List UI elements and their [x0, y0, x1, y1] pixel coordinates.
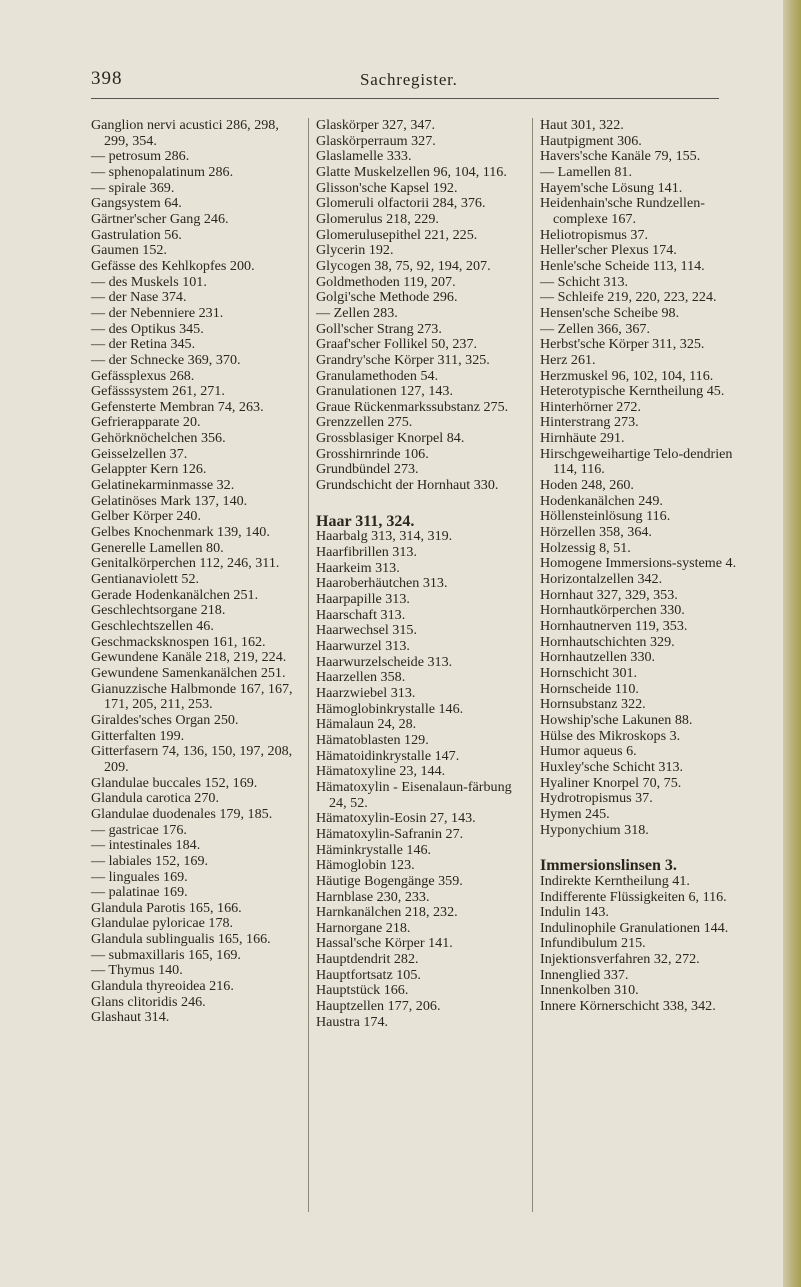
index-entry: Innenkolben 310. — [540, 982, 639, 999]
index-entry: — der Retina 345. — [91, 336, 196, 353]
index-entry: Hornhautkörperchen 330. — [540, 602, 685, 619]
index-entry: Glomerulusepithel 221, 225. — [316, 226, 478, 243]
index-entry: Granulamethoden 54. — [316, 367, 439, 384]
index-entry: Hensen'sche Scheibe 98. — [540, 304, 680, 321]
letter-section-gap — [316, 494, 513, 514]
index-entry: — Schicht 313. — [540, 273, 629, 290]
index-entry: Glandulae pyloricae 178. — [91, 915, 234, 932]
index-entry: Haarpapille 313. — [316, 591, 410, 608]
index-entry: Glaskörper 327, 347. — [316, 117, 435, 133]
index-column-h-i — [540, 118, 740, 1015]
index-entry: Gianuzzische Halbmonde 167, 167, 171, 205, 211, 253. — [91, 680, 293, 713]
index-entry: Hämoglobinkrystalle 146. — [316, 700, 464, 717]
index-entry: Gärtner'scher Gang 246. — [91, 210, 229, 227]
index-entry: Haarwurzelscheide 313. — [316, 653, 453, 670]
index-entry: Haarbalg 313, 314, 319. — [316, 528, 453, 545]
index-entry: Gefrierapparate 20. — [91, 414, 201, 431]
index-entry: — intestinales 184. — [91, 837, 201, 854]
index-entry: — gastricae 176. — [91, 821, 187, 838]
index-entry: Glomeruli olfactorii 284, 376. — [316, 195, 486, 212]
index-entry: Hinterhörner 272. — [540, 398, 641, 415]
index-entry: — Thymus 140. — [91, 962, 183, 979]
index-entry: Hornhautzellen 330. — [540, 649, 656, 666]
index-entry: Hodenkanälchen 249. — [540, 492, 663, 509]
index-entry: Gelatinöses Mark 137, 140. — [91, 492, 248, 509]
index-entry: Holzessig 8, 51. — [540, 539, 631, 556]
index-entry: Indulin 143. — [540, 904, 609, 921]
index-entry: Hämatoxylin-Safranin 27. — [316, 825, 464, 842]
index-entry: Gefässsystem 261, 271. — [91, 383, 225, 400]
index-entry: Herz 261. — [540, 351, 596, 368]
index-entry: Gehörknöchelchen 356. — [91, 430, 226, 447]
index-entry: Gefässe des Kehlkopfes 200. — [91, 257, 255, 274]
index-entry: Glandula sublingualis 165, 166. — [91, 931, 271, 948]
index-entry: Häminkrystalle 146. — [316, 841, 432, 858]
index-entry: Haarfibrillen 313. — [316, 544, 417, 561]
index-entry: Hyponychium 318. — [540, 821, 649, 838]
index-entry: Glandula Parotis 165, 166. — [91, 899, 242, 916]
index-entry: Heliotropismus 37. — [540, 226, 649, 243]
index-entry: Howship'sche Lakunen 88. — [540, 711, 693, 728]
index-entry: Indulinophile Granulationen 144. — [540, 919, 729, 936]
page-edge — [783, 0, 801, 1287]
index-entry: — der Nebenniere 231. — [91, 304, 224, 321]
index-entry: Heterotypische Kerntheilung 45. — [540, 383, 725, 400]
index-entry: Hornsubstanz 322. — [540, 696, 646, 713]
index-entry: Hornschicht 301. — [540, 664, 638, 681]
column-divider-right — [532, 118, 533, 1212]
index-entry: Hämatoxylin - Eisenalaun-färbung 24, 52. — [316, 778, 512, 811]
index-entry: Golgi'sche Methode 296. — [316, 289, 458, 306]
index-entry: Goll'scher Strang 273. — [316, 320, 442, 337]
index-entry: Graaf'scher Follikel 50, 237. — [316, 336, 478, 353]
index-entry: Hülse des Mikroskops 3. — [540, 727, 681, 744]
index-entry: Goldmethoden 119, 207. — [316, 273, 456, 290]
index-entry: — der Nase 374. — [91, 289, 187, 306]
index-entry: Haustra 174. — [316, 1013, 389, 1030]
index-entry: Hämatoidinkrystalle 147. — [316, 747, 460, 764]
index-entry: Hauptstück 166. — [316, 982, 409, 999]
index-entry: Haarwechsel 315. — [316, 622, 417, 639]
index-entry: Hoden 248, 260. — [540, 477, 634, 494]
index-entry: Glandulae duodenales 179, 185. — [91, 805, 273, 822]
index-entry: Haut 301, 322. — [540, 117, 624, 133]
index-entry: — Zellen 366, 367. — [540, 320, 650, 337]
index-entry: Giraldes'sches Organ 250. — [91, 711, 239, 728]
index-entry: Grundbündel 273. — [316, 461, 419, 478]
index-entry: Haarwurzel 313. — [316, 638, 410, 654]
index-entry: Harnblase 230, 233. — [316, 888, 430, 905]
index-entry: Hirnhäute 291. — [540, 430, 625, 447]
index-entry: Grossblasiger Knorpel 84. — [316, 430, 465, 447]
index-entry: Häutige Bogengänge 359. — [316, 872, 463, 889]
index-entry: Gitterfalten 199. — [91, 727, 185, 744]
index-entry: Hämatoxyline 23, 144. — [316, 763, 446, 780]
index-entry: Glaslamelle 333. — [316, 148, 412, 165]
index-entry: — Lamellen 81. — [540, 163, 632, 180]
index-entry: — linguales 169. — [91, 868, 188, 885]
page-header — [0, 68, 801, 108]
index-entry: Hämoglobin 123. — [316, 857, 415, 874]
index-entry: Geisselzellen 37. — [91, 445, 188, 462]
index-entry: — sphenopalatinum 286. — [91, 163, 234, 180]
running-head: Sachregister. — [360, 70, 458, 89]
index-entry: Haarkeim 313. — [316, 559, 400, 576]
index-column-g — [91, 118, 298, 1026]
index-entry: Glandula thyreoidea 216. — [91, 978, 234, 995]
index-entry: Gefässplexus 268. — [91, 367, 195, 384]
index-entry: Hornhautschichten 329. — [540, 633, 675, 650]
index-entry: Hauptfortsatz 105. — [316, 966, 421, 983]
index-entry: Genitalkörperchen 112, 246, 311. — [91, 555, 280, 572]
index-entry: — spirale 369. — [91, 179, 175, 196]
index-entry: Gelappter Kern 126. — [91, 461, 207, 478]
index-entry: Hämalaun 24, 28. — [316, 716, 417, 733]
index-entry: — Zellen 283. — [316, 304, 398, 321]
index-entry: Gelbes Knochenmark 139, 140. — [91, 524, 270, 541]
index-entry: Hornscheide 110. — [540, 680, 639, 697]
index-entry: Gewundene Samenkanälchen 251. — [91, 664, 286, 681]
index-entry: Gelber Körper 240. — [91, 508, 201, 525]
index-entry: Glatte Muskelzellen 96, 104, 116. — [316, 163, 507, 180]
index-entry: Graue Rückenmarkssubstanz 275. — [316, 398, 509, 415]
index-entry: Glycogen 38, 75, 92, 194, 207. — [316, 257, 491, 274]
index-entry: Innenglied 337. — [540, 966, 629, 983]
index-entry: Gitterfasern 74, 136, 150, 197, 208, 209. — [91, 743, 293, 775]
index-entry: Glisson'sche Kapsel 192. — [316, 179, 458, 196]
index-entry: Gelatinekarminmasse 32. — [91, 477, 235, 494]
index-entry: Hämatoxylin-Eosin 27, 143. — [316, 810, 476, 827]
index-entry: — des Muskels 101. — [91, 273, 207, 290]
index-entry: Hauptdendrit 282. — [316, 951, 419, 968]
column-divider-left — [308, 118, 309, 1212]
index-entry: Gaumen 152. — [91, 242, 167, 259]
index-entry: Immersionslinsen 3. — [540, 857, 677, 875]
index-entry: Hornhaut 327, 329, 353. — [540, 586, 678, 603]
index-entry: Henle'sche Scheide 113, 114. — [540, 257, 705, 274]
index-entry: Grandry'sche Körper 311, 325. — [316, 351, 490, 368]
header-rule — [91, 98, 719, 99]
index-entry: Granulationen 127, 143. — [316, 383, 453, 400]
index-entry: Hämatoblasten 129. — [316, 731, 429, 748]
index-entry: Ganglion nervi acustici 286, 298, 299, 354. — [91, 117, 279, 149]
index-entry: Hörzellen 358, 364. — [540, 524, 652, 541]
index-entry: Herbst'sche Körper 311, 325. — [540, 336, 705, 353]
index-entry: Grundschicht der Hornhaut 330. — [316, 477, 499, 494]
index-entry: — des Optikus 345. — [91, 320, 204, 337]
index-entry: Haaroberhäutchen 313. — [316, 575, 448, 592]
index-entry: Homogene Immersions-systeme 4. — [540, 555, 737, 572]
index-entry: Geschlechtsorgane 218. — [91, 602, 226, 619]
index-entry: — Schleife 219, 220, 223, 224. — [540, 289, 717, 306]
index-entry: Hydrotropismus 37. — [540, 790, 653, 807]
index-entry: Harnorgane 218. — [316, 919, 411, 936]
index-entry: Harnkanälchen 218, 232. — [316, 904, 458, 921]
index-entry: Gefensterte Membran 74, 263. — [91, 398, 264, 415]
index-entry: Herzmuskel 96, 102, 104, 116. — [540, 367, 714, 384]
index-entry: — petrosum 286. — [91, 148, 190, 165]
index-entry: Generelle Lamellen 80. — [91, 539, 224, 556]
index-entry: Heidenhain'sche Rundzellen-complexe 167. — [540, 195, 705, 227]
index-entry: Infundibulum 215. — [540, 935, 646, 952]
index-entry: Grosshirnrinde 106. — [316, 445, 429, 462]
index-entry: Hauptzellen 177, 206. — [316, 998, 441, 1015]
index-entry: Hirschgeweihartige Telo-dendrien 114, 116. — [540, 445, 733, 478]
index-entry: Höllensteinlösung 116. — [540, 508, 671, 525]
index-entry: Gerade Hodenkanälchen 251. — [91, 586, 259, 603]
index-entry: Hautpigment 306. — [540, 132, 642, 149]
index-entry: Glomerulus 218, 229. — [316, 210, 439, 227]
index-entry: Haarzellen 358. — [316, 669, 406, 686]
index-entry: Glashaut 314. — [91, 1009, 170, 1026]
index-entry: Gangsystem 64. — [91, 195, 182, 212]
index-entry: Hyaliner Knorpel 70, 75. — [540, 774, 682, 791]
letter-section-gap — [540, 838, 740, 858]
index-entry: Indifferente Flüssigkeiten 6, 116. — [540, 888, 727, 905]
index-entry: Heller'scher Plexus 174. — [540, 242, 677, 259]
index-entry: — palatinae 169. — [91, 884, 188, 901]
index-entry: Hassal'sche Körper 141. — [316, 935, 453, 952]
index-entry: Gewundene Kanäle 218, 219, 224. — [91, 649, 287, 666]
index-entry: Injektionsverfahren 32, 272. — [540, 951, 700, 968]
index-entry: — der Schnecke 369, 370. — [91, 351, 241, 368]
index-entry: Hinterstrang 273. — [540, 414, 639, 431]
index-entry: Grenzzellen 275. — [316, 414, 413, 431]
index-entry: Gastrulation 56. — [91, 226, 182, 243]
index-entry: Glycerin 192. — [316, 242, 394, 259]
index-entry: Geschlechtszellen 46. — [91, 618, 214, 634]
index-entry: Haarschaft 313. — [316, 606, 406, 623]
index-entry: Indirekte Kerntheilung 41. — [540, 872, 690, 889]
index-entry: Glandula carotica 270. — [91, 790, 219, 807]
index-entry: Innere Körnerschicht 338, 342. — [540, 998, 716, 1015]
index-entry: Haar 311, 324. — [316, 512, 415, 530]
index-entry: Hymen 245. — [540, 805, 610, 822]
index-entry: Geschmacksknospen 161, 162. — [91, 633, 266, 650]
index-entry: — submaxillaris 165, 169. — [91, 946, 241, 963]
index-entry: Huxley'sche Schicht 313. — [540, 758, 684, 775]
index-entry: Glaskörperraum 327. — [316, 132, 436, 149]
index-entry: Glandulae buccales 152, 169. — [91, 774, 258, 791]
index-entry: Gentianaviolett 52. — [91, 571, 200, 588]
index-entry: Humor aqueus 6. — [540, 743, 637, 760]
index-entry: Hornhautnerven 119, 353. — [540, 618, 688, 634]
index-entry: Havers'sche Kanäle 79, 155. — [540, 148, 701, 165]
index-entry: Glans clitoridis 246. — [91, 993, 206, 1010]
page-number: 398 — [91, 68, 123, 89]
index-entry: Horizontalzellen 342. — [540, 571, 663, 588]
index-entry: — labiales 152, 169. — [91, 852, 209, 869]
index-column-g-h — [316, 118, 513, 1030]
index-entry: Haarzwiebel 313. — [316, 684, 416, 701]
index-entry: Hayem'sche Lösung 141. — [540, 179, 683, 196]
